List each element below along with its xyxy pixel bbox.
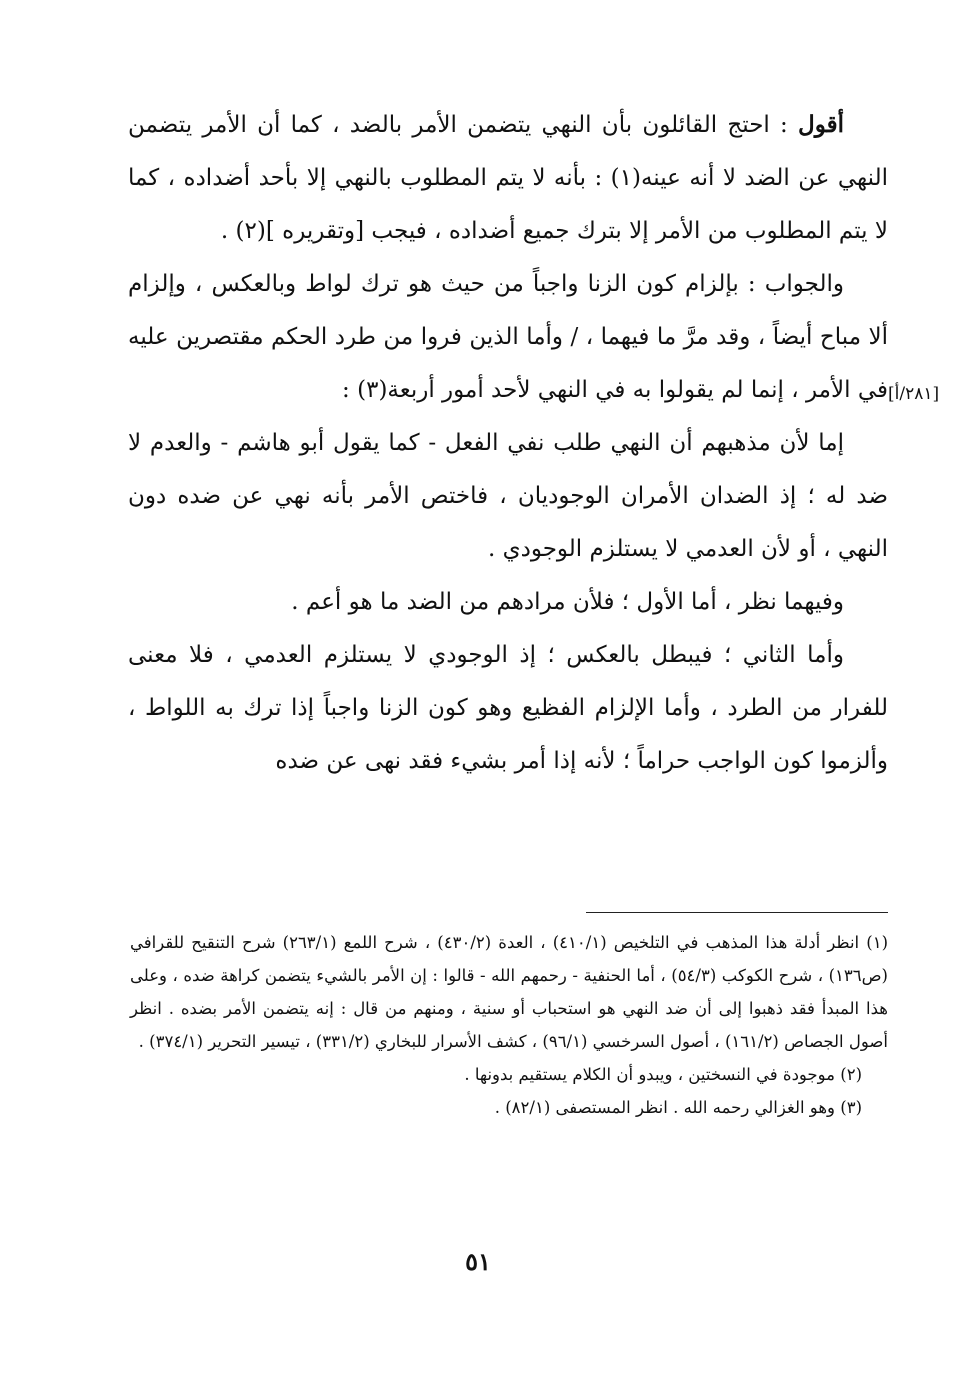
- page-number: ٥١: [465, 1247, 491, 1276]
- paragraph-text: : احتج القائلون بأن النهي يتضمن الأمر بالضد ، كما أن الأمر يتضمن النهي عن الضد لا أنه عينه(١) : بأنه لا يتم المطلوب بالنهي إلا بأحد أضداده ، كما لا يتم المطلوب من الأمر إلا بترك جميع أضداده ، فيجب [وتقريره ](٢) .: [128, 112, 888, 244]
- footnote-divider: [586, 912, 888, 913]
- footnote-3: (٣) وهو الغزالي رحمه الله . انظر المستصفى (٨٢/١) .: [494, 1098, 862, 1117]
- paragraph-3: إما لأن مذهبهم أن النهي طلب نفي الفعل - كما يقول أبو هاشم - والعدم لا ضد له ؛ إذ الضدان الأمران الوجوديان ، فاختص الأمر بأنه نهي عن ضده دون النهي ، أو لأن العدمي لا يستلزم الوجودي .: [128, 430, 888, 562]
- paragraph-4: وفيهما نظر ، أما الأول ؛ فلأن مرادهم من الضد ما هو أعم .: [291, 589, 844, 615]
- footnote-1: (١) انظر أدلة هذا المذهب في التلخيص (٤١٠/١) ، العدة (٤٣٠/٢) ، شرح اللمع (٢٦٣/١) شرح التنقيح للقرافي (ص١٣٦) ، شرح الكوكب (٥٤/٣) ، أما الحنفية - رحمهم الله - قالوا : إن الأمر بالشيء يتضمن كراهة ضده ، وعلى هذا المبدأ فقد ذهبوا إلى أن ضد النهي هو استحباب أو سنية ، ومنهم من قال : إنه يتضمن الأمر بضده . انظر أصول الجصاص (١٦١/٢) ، أصول السرخسي (٩٦/١) ، كشف الأسرار للبخاري (٣٣١/٢) ، تيسير التحرير (٣٧٤/١) .: [130, 933, 888, 1051]
- footnotes: [130, 926, 888, 1124]
- manuscript-folio-marker: [٢٨١/أ]: [888, 384, 940, 404]
- lead-word: أقول: [798, 111, 844, 138]
- main-text: [128, 98, 888, 788]
- paragraph-5: وأما الثاني ؛ فيبطل بالعكس ؛ إذ الوجودي لا يستلزم العدمي ، فلا معنى للفرار من الطرد ، وأما الإلزام الفظيع وهو كون الزنا واجباً إذا ترك به اللواط ، وألزموا كون الواجب حراماً ؛ لأنه إذا أمر بشيء فقد نهى عن ضده: [128, 642, 888, 774]
- paragraph-1: [128, 98, 888, 258]
- footnote-2: (٢) موجودة في النسختين ، ويبدو أن الكلام يستقيم بدونها .: [464, 1065, 862, 1084]
- paragraph-2: والجواب : بإلزام كون الزنا واجباً من حيث هو ترك لواط وبالعكس ، وإلزام ألا مباح أيضاً ، وقد مرَّ ما فيهما ، / وأما الذين فروا من طرد الحكم مقتصرين عليه في الأمر ، إنما لم يقولوا به في النهي لأحد أمور أربعة(٣) :: [128, 271, 888, 403]
